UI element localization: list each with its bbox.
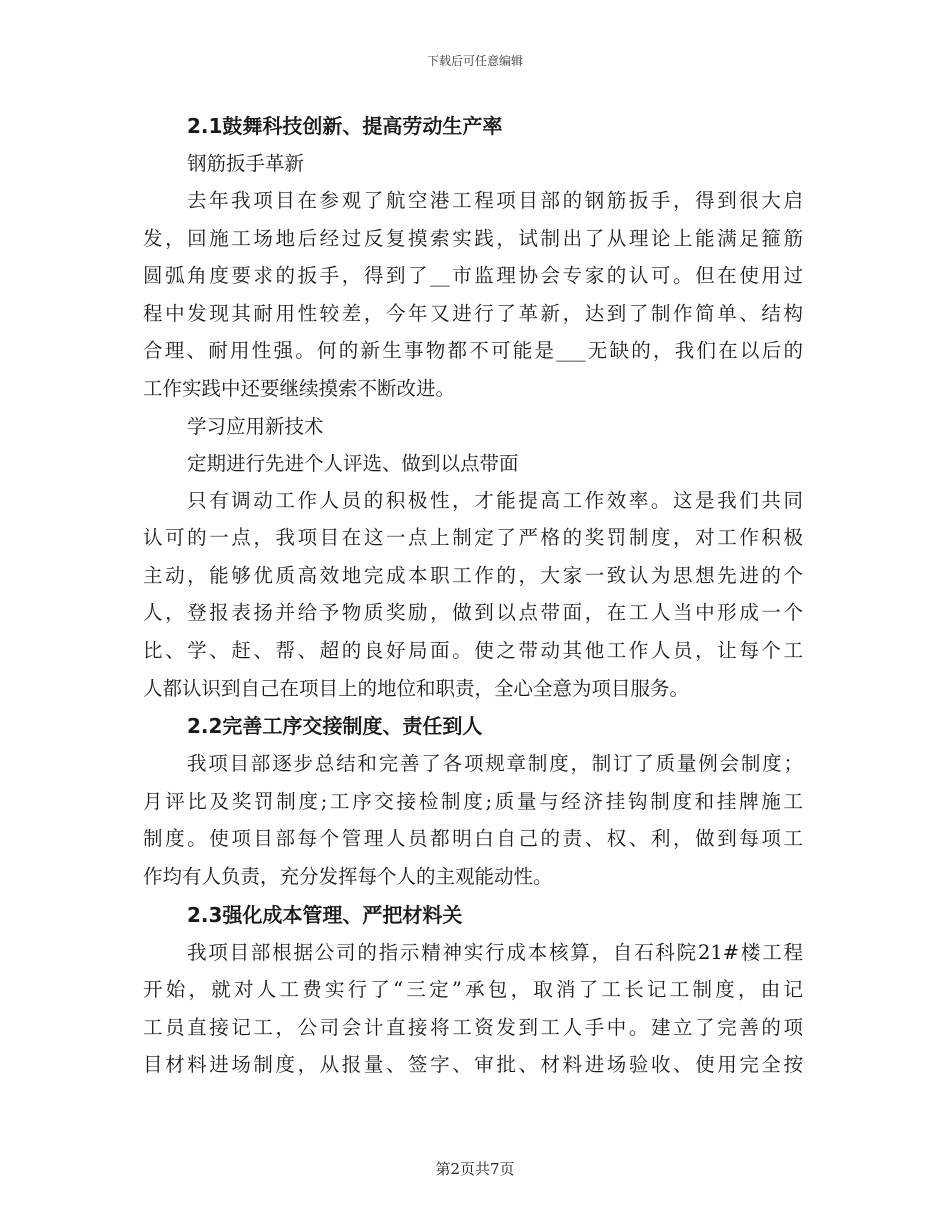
text-line: 我项目部根据公司的指示精神实行成本核算，自石科院21#楼工程	[187, 940, 803, 964]
text-line: 月评比及奖罚制度;工序交接检制度;质量与经济挂钩制度和挂牌施工	[143, 789, 803, 813]
paragraph-motivation	[143, 482, 803, 708]
page-header: 下载后可任意编辑	[426, 54, 523, 68]
text-line: 认可的一点，我项目在这一点上制定了严格的奖罚制度，对工作积极	[143, 526, 803, 550]
paragraph-cost-management	[143, 934, 803, 1084]
text-line: 人，登报表扬并给予物质奖励，做到以点带面，在工人当中形成一个	[143, 601, 803, 625]
subheading-advanced-individual: 定期进行先进个人评选、做到以点带面	[187, 451, 519, 475]
text-line: 圆弧角度要求的扳手，得到了__市监理协会专家的认可。但在使用过	[143, 264, 803, 288]
text-line: 程中发现其耐用性较差，今年又进行了革新，达到了制作简单、结构	[143, 301, 803, 325]
section-2-1-heading: 2.1鼓舞科技创新、提高劳动生产率	[187, 114, 503, 138]
text-line: 人都认识到自己在项目上的地位和职责，全心全意为项目服务。	[143, 676, 690, 700]
subheading-new-tech: 学习应用新技术	[187, 414, 324, 438]
text-line: 主动，能够优质高效地完成本职工作的，大家一致认为思想先进的个	[143, 563, 803, 587]
text-line: 去年我项目在参观了航空港工程项目部的钢筋扳手，得到很大启	[187, 189, 803, 212]
page-number: 第2页共7页	[435, 1160, 515, 1178]
text-line: 比、学、赶、帮、超的良好局面。使之带动其他工作人员，让每个工	[143, 638, 803, 662]
subheading-rebar-wrench: 钢筋扳手革新	[187, 152, 305, 175]
text-line: 目材料进场制度，从报量、签字、审批、材料进场验收、使用完全按	[143, 1053, 803, 1077]
paragraph-rebar-wrench	[143, 182, 803, 408]
text-line: 工作实践中还要继续摸索不断改进。	[143, 376, 456, 400]
document-body	[143, 107, 803, 1084]
text-line: 合理、耐用性强。何的新生事物都不可能是___无缺的，我们在以后的	[143, 339, 803, 363]
section-2-3-heading: 2.3强化成本管理、严把材料关	[187, 902, 463, 927]
text-line: 制度。使项目部每个管理人员都明白自己的责、权、利，做到每项工	[143, 827, 803, 851]
text-line: 开始，就对人工费实行了“三定”承包，取消了工长记工制度，由记	[143, 978, 803, 1002]
text-line: 只有调动工作人员的积极性，才能提高工作效率。这是我们共同	[187, 488, 803, 512]
text-line: 工员直接记工，公司会计直接将工资发到工人手中。建立了完善的项	[143, 1015, 803, 1039]
text-line: 作均有人负责，充分发挥每个人的主观能动性。	[143, 864, 553, 888]
section-2-2-heading: 2.2完善工序交接制度、责任到人	[187, 714, 483, 739]
text-line: 发，回施工场地后经过反复摸索实践，试制出了从理论上能满足箍筋	[143, 226, 803, 250]
text-line: 我项目部逐步总结和完善了各项规章制度，制订了质量例会制度；	[187, 752, 803, 776]
paragraph-process-handover	[143, 745, 803, 895]
